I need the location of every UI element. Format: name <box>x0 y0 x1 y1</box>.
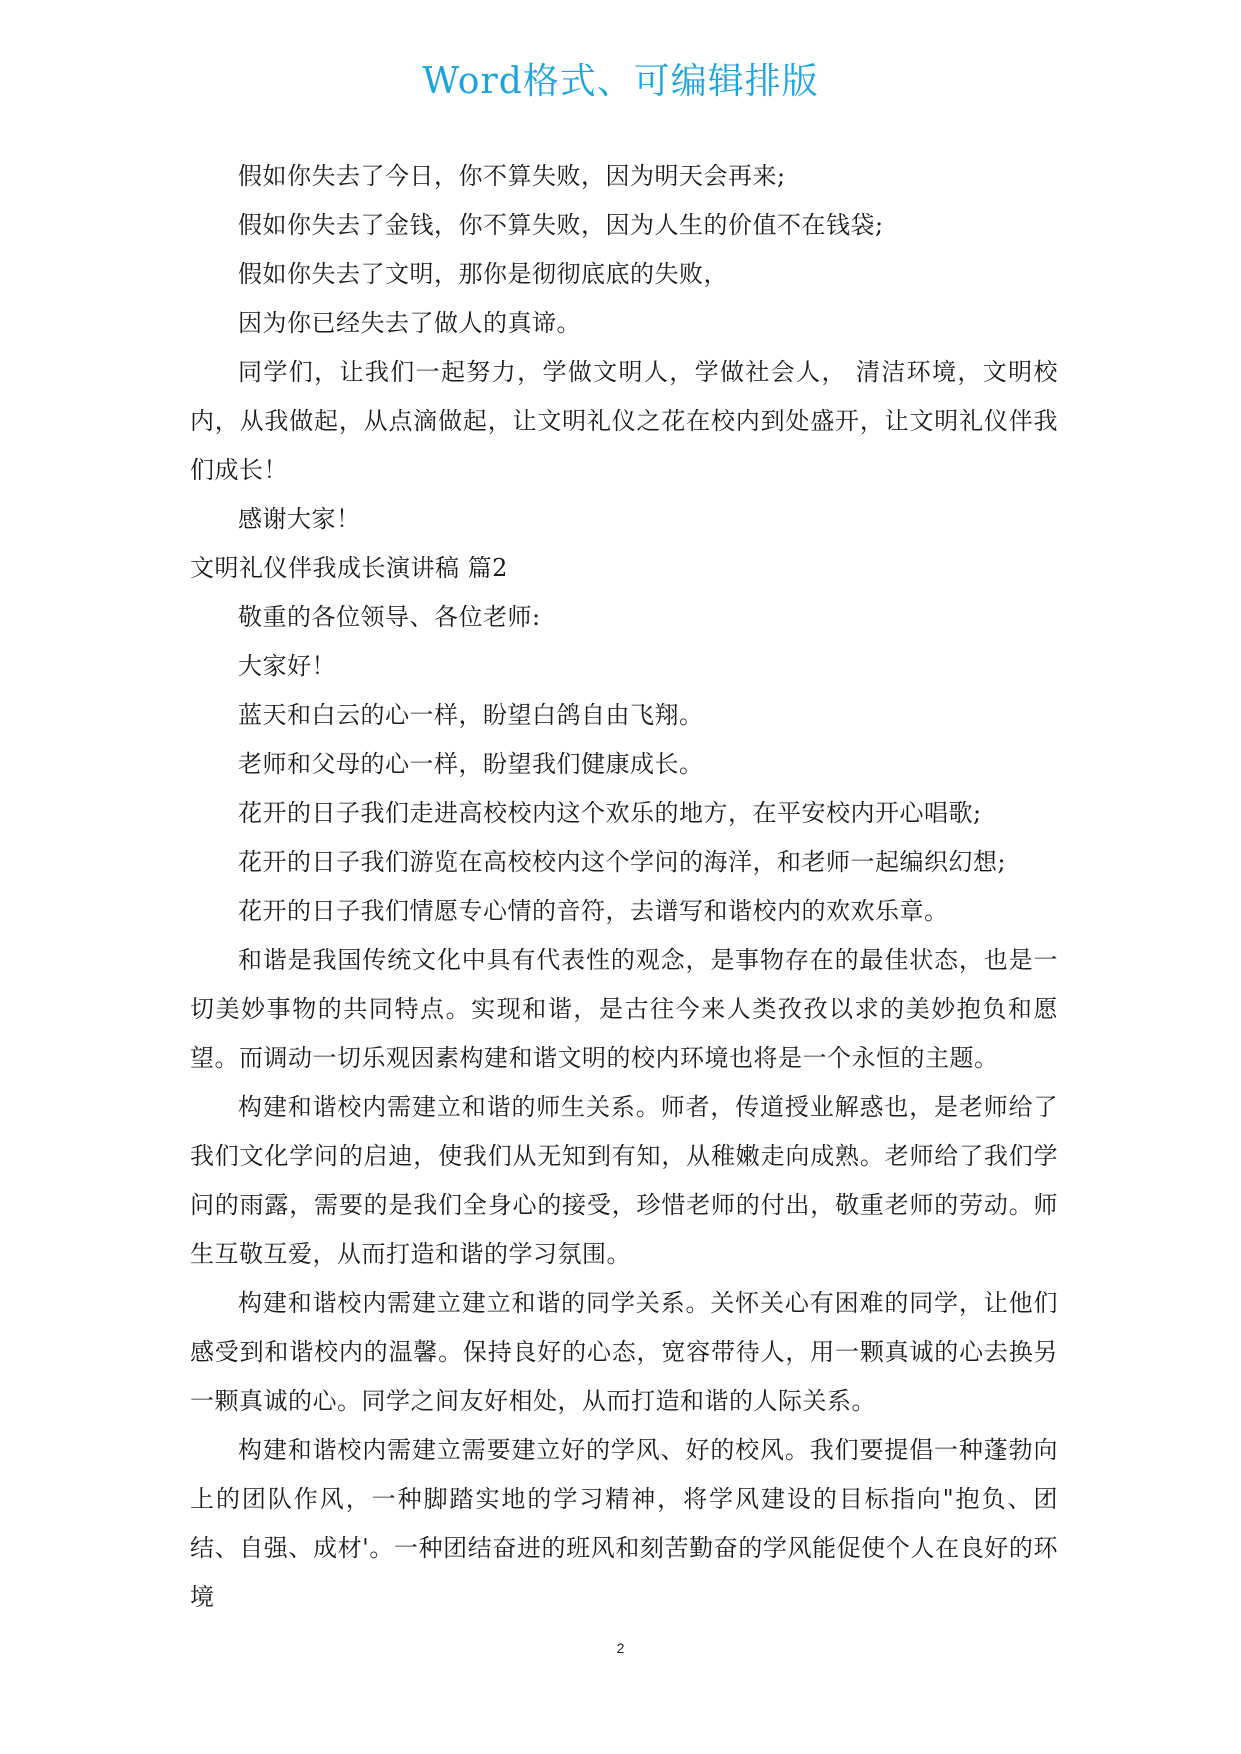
paragraph: 假如你失去了文明，那你是彻彻底底的失败， <box>238 260 728 288</box>
paragraph: 假如你失去了金钱，你不算失败，因为人生的价值不在钱袋; <box>238 211 884 239</box>
document-body <box>190 152 1058 1622</box>
paragraph: 花开的日子我们情愿专心情的音符，去谱写和谐校内的欢欢乐章。 <box>238 897 949 925</box>
paragraph: 花开的日子我们游览在高校校内这个学问的海洋，和老师一起编织幻想; <box>238 848 1007 876</box>
document-header-title: Word格式、可编辑排版 <box>422 61 819 102</box>
paragraph: 假如你失去了今日，你不算失败，因为明天会再来; <box>238 162 786 190</box>
paragraph: 花开的日子我们走进高校校内这个欢乐的地方，在平安校内开心唱歌; <box>238 799 982 827</box>
paragraph: 因为你已经失去了做人的真谛。 <box>238 309 581 337</box>
paragraph: 大家好！ <box>238 652 336 680</box>
page-number: 2 <box>616 1640 625 1656</box>
paragraph: 同学们，让我们一起努力，学做文明人，学做社会人， 清洁环境，文明校内，从我做起，从点滴做起，让文明礼仪之花在校内到处盛开，让文明礼仪伴我们成长！ <box>190 358 1058 484</box>
paragraph: 构建和谐校内需建立建立和谐的同学关系。关怀关心有困难的同学，让他们感受到和谐校内的温馨。保持良好的心态，宽容带待人，用一颗真诚的心去换另一颗真诚的心。同学之间友好相处，从而打造和谐的人际关系。 <box>190 1289 1058 1415</box>
paragraph: 构建和谐校内需建立和谐的师生关系。师者，传道授业解惑也，是老师给了我们文化学问的启迪，使我们从无知到有知，从稚嫩走向成熟。老师给了我们学问的雨露，需要的是我们全身心的接受，珍惜老师的付出，敬重老师的劳动。师生互敬互爱，从而打造和谐的学习氛围。 <box>190 1093 1058 1268</box>
paragraph: 老师和父母的心一样，盼望我们健康成长。 <box>238 750 704 778</box>
paragraph: 敬重的各位领导、各位老师: <box>238 603 541 631</box>
paragraph: 感谢大家！ <box>238 505 361 533</box>
paragraph: 构建和谐校内需建立需要建立好的学风、好的校风。我们要提倡一种蓬勃向上的团队作风，一种脚踏实地的学习精神，将学风建设的目标指向"抱负、团结、自强、成材'。一种团结奋进的班风和刻苦勤奋的学风能促使个人在良好的环境 <box>190 1436 1058 1611</box>
paragraph: 蓝天和白云的心一样，盼望白鸽自由飞翔。 <box>238 701 704 729</box>
paragraph: 和谐是我国传统文化中具有代表性的观念，是事物存在的最佳状态，也是一切美妙事物的共同特点。实现和谐，是古往今来人类孜孜以求的美妙抱负和愿望。而调动一切乐观因素构建和谐文明的校内环境也将是一个永恒的主题。 <box>190 946 1058 1072</box>
section-heading: 文明礼仪伴我成长演讲稿 篇2 <box>190 554 508 582</box>
